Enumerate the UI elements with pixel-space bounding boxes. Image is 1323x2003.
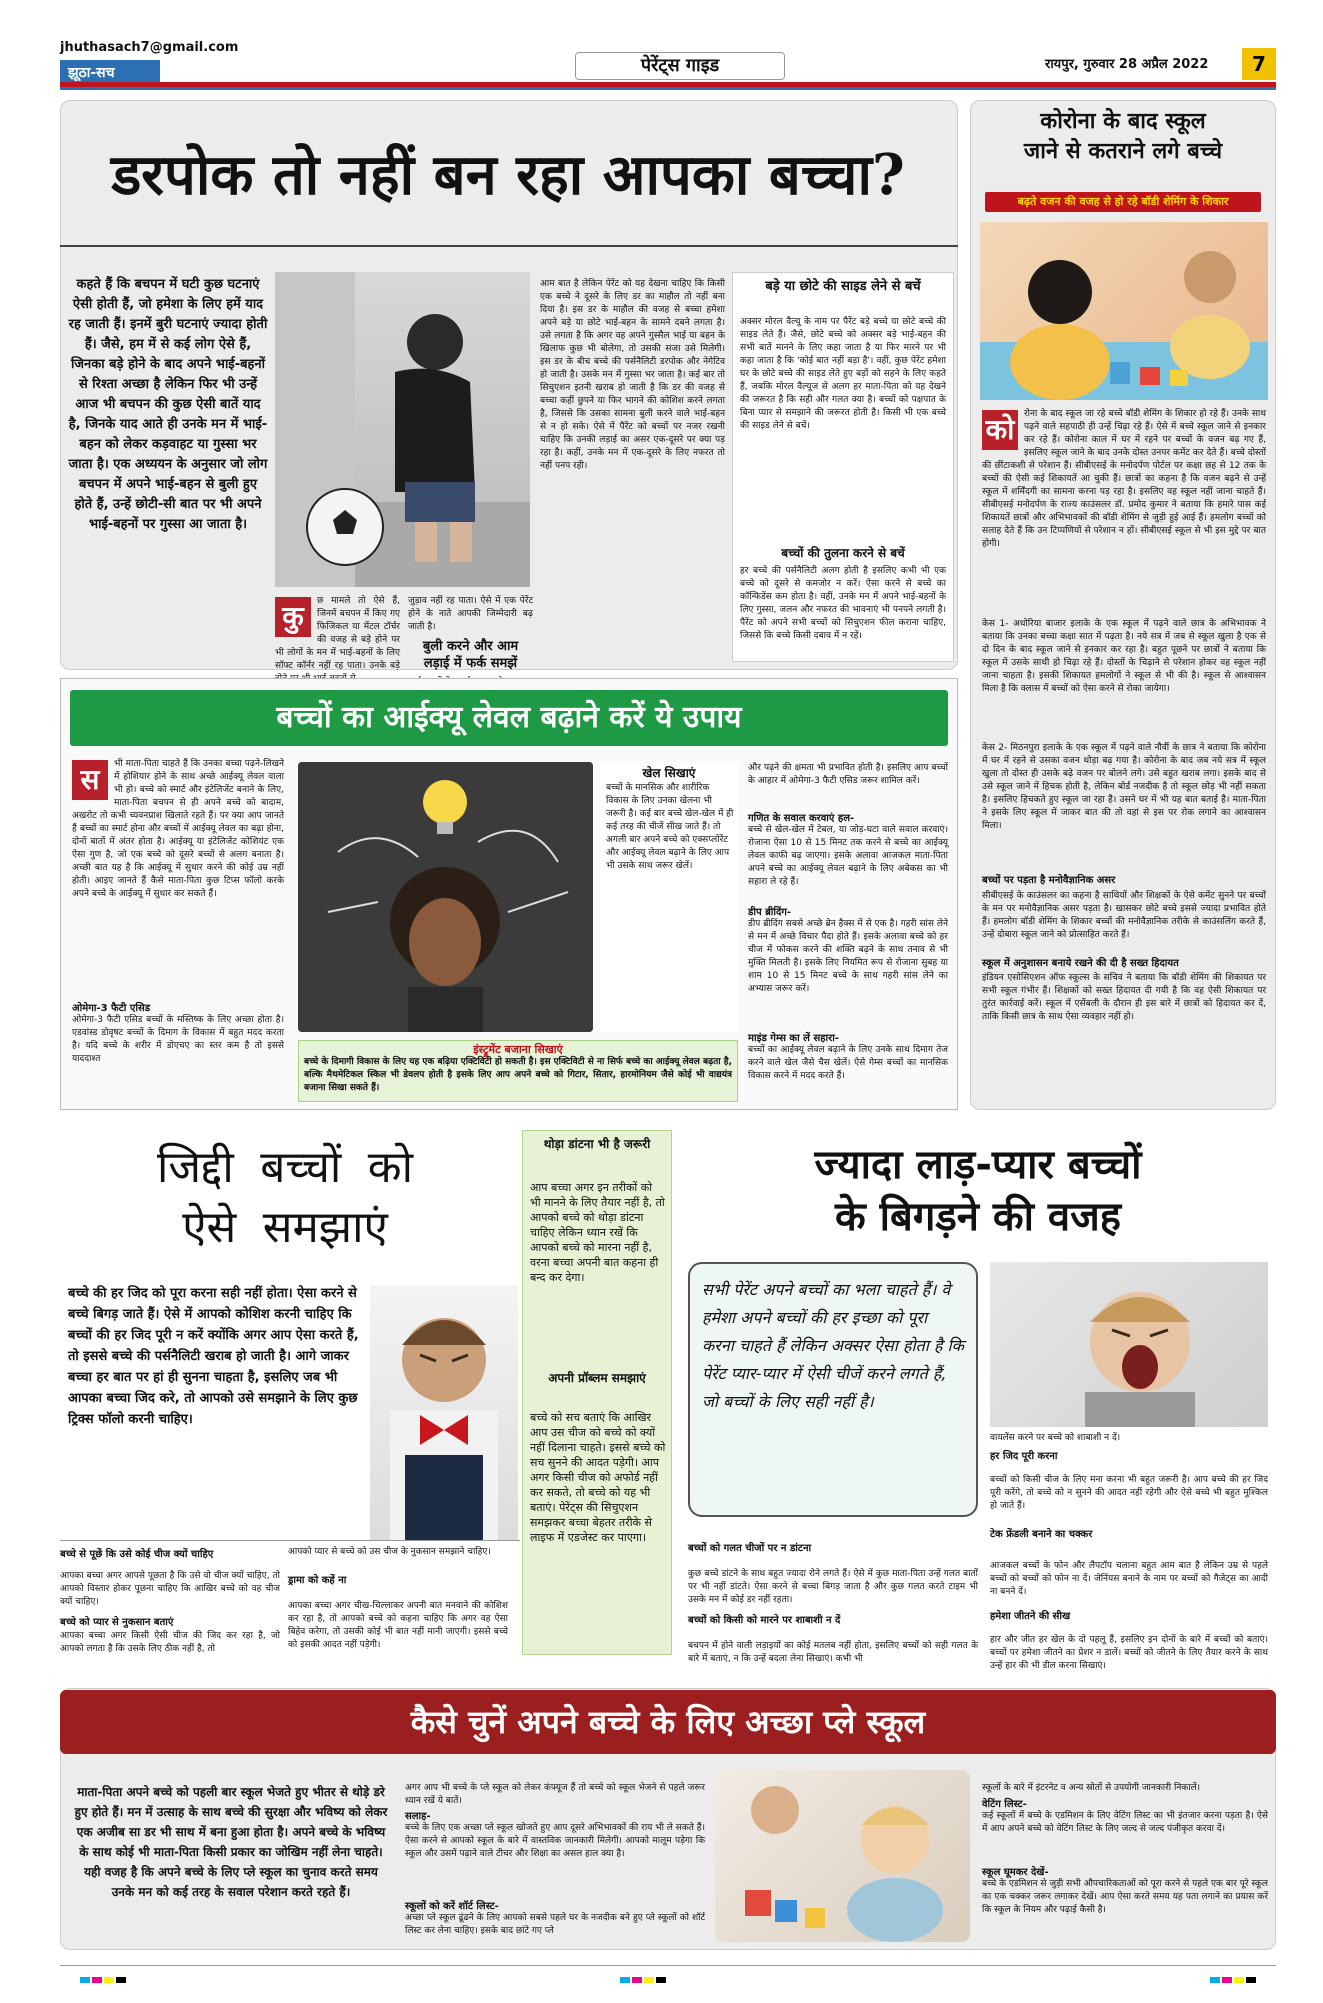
playschool-intro: माता-पिता अपने बच्चे को पहली बार स्कूल भेजते हुए भीतर से थोड़े डरे हुए होते हैं। मन में उत्साह के साथ बच्चे की सुरक्षा और भविष्य को लेकर एक अजीब सा डर भी साथ में बना हुआ होता है। अपने बच्चे के भविष्य के साथ कोई भी माता-पिता किसी प्रकार का जोखिम नहीं लेना चाहते। यही वजह है कि अपने बच्चे के लिए प्ले स्कूल का चुनाव करते समय उनके मन को कई तरह के सवाल परेशान करते रहते हैं। xyxy=(74,1785,388,1899)
pampering-subhead-4: टेक फ्रेंडली बनाने का चक्कर xyxy=(990,1529,1093,1540)
corona-subhead-1: बच्चों पर पड़ता है मनोवैज्ञानिक असर xyxy=(982,875,1116,886)
playschool-p3: अच्छा प्ले स्कूल ढूंढने के लिए आपको सबसे पहले घर के नजदीक बने हुए प्ले स्कूलों को शॉर्ट लिस्ट कर लेना चाहिए। इसके बाद छांटे गए प्ले xyxy=(405,1913,705,1936)
lead-photo xyxy=(275,272,530,587)
stubborn-photo xyxy=(370,1285,518,1540)
child-lightbulb-illustration xyxy=(298,762,593,1032)
pampering-p1: कुछ बच्चे डांटने के साथ बहुत ज्यादा रोने लगते हैं। ऐसे में कुछ माता-पिता उन्हें गलत बातों पर भी नहीं डांटते। ऐसा करने से बच्चा बिगड़ जाता है और कुछ गलत करते टाइम भी उसके मन में कोई डर नहीं रहता। xyxy=(688,1569,978,1605)
corona-case2: केस 2- मिठनपुरा इलाके के एक स्कूल में पढ़ने वाले नौवीं के छात्र ने बताया कि कोरोना में घर में रहने से उसका वजन थोड़ा बढ़ गया है। कोरोना के बाद जब नये सत्र में स्कूल खुला तो दोस्त ही उसके बढ़े वजन पर बोलने लगे। उसे बहुत खराब लगा। इसके बाद से उसे स्कूल जाने में हिचक होती है, लेकिन बोर्ड नजदीक है तो स्कूल छोड़ भी नहीं सकता है। इसलिए हिचकते हुए स्कूल जा रहा है। उसने घर में भी यह बात बताई है। माता-पिता ने इसके लिए स्कूल में जाकर बात की तो वहां से इस पर रोक लगाने का आश्वासन मिला। xyxy=(982,743,1266,831)
playschool-subhead-4: स्कूल घूमकर देखें- xyxy=(982,1867,1049,1878)
iq-dropcap: स xyxy=(72,760,108,800)
footer-rule xyxy=(60,1965,1276,1966)
iq-right-p3: डीप ब्रीदिंग सबसे अच्छे ब्रेन हैक्स में से एक है। गहरी सांस लेने से मन में अच्छे विचार पैदा होते हैं। इसके अलावा बच्चे को हर चीज में फोकस करने की शक्ति बढ़ने के साथ तनाव से भी मुक्ति मिलती है। इसके लिए नियमित रूप से रोजाना सुबह या शाम 10 से 15 मिनट बच्चे के साथ गहरी सांस लेने का अभ्यास जरूर करें। xyxy=(748,919,948,994)
corona-p5: इंडियन एसोसिएशन ऑफ स्कूल्स के सचिव ने बताया कि बॉडी शेमिंग की शिकायत पर सभी स्कूल गंभीर हैं। शिक्षकों को सख्त हिदायत दी गयी है कि वह ऐसी शिकायत पर तुरंत कार्रवाई करें। स्कूल में एसेंबली के दौरान ही इस बारे में छात्रों को हिदायत कर दें, ताकि किसी छात्र के साथ ऐसा व्यवहार नहीं हो। xyxy=(982,973,1266,1022)
iq-subhead-deep: डीप ब्रीदिंग- xyxy=(748,907,792,918)
brand-label: झूठा-सच xyxy=(60,60,160,82)
pampering-headline-1: ज्यादा लाड़-प्यार बच्चों xyxy=(814,1142,1142,1188)
iq-photo xyxy=(298,762,593,1032)
iq-right-p4: बच्चों का आईक्यू लेवल बढ़ाने के लिए उनके साथ दिमाग तेज करने वाले खेल जैसे चैस खेलें। ऐसे गेम्स बच्चों का मानसिक विकास करने में मदद करते हैं। xyxy=(748,1045,948,1081)
lead-intro: कहते हैं कि बचपन में घटी कुछ घटनाएं ऐसी होती हैं, जो हमेशा के लिए हमें याद रह जाती हैं। इनमें बुरी घटनाएं ज्यादा होती हैं। जैसे, हम में से कई लोग ऐसे हैं, जिनका बड़े होने के बाद अपने भाई-बहनों से रिश्ता अच्छा है लेकिन फिर भी उन्हें आज भी बचपन की कुछ ऐसी बातें याद है, जिनके याद आते ही उनके मन में भाई-बहन को लेकर कड़वाहट या गुस्सा भर जाता है। एक अध्ययन के अनुसार जो लोग बचपन में अपने भाई-बहन से बुली हुए होते हैं, उन्हें छोटी-सी बात पर भी अपने भाई-बहनों पर गुस्सा आ जाता है। xyxy=(68,277,268,532)
iq-col1 xyxy=(72,758,284,901)
pampering-photo xyxy=(990,1262,1268,1427)
screaming-child-illustration xyxy=(990,1262,1268,1427)
angry-boy-illustration xyxy=(370,1285,518,1540)
corona-body-1 xyxy=(982,408,1266,551)
dateline: रायपुर, गुरुवार 28 अप्रैल 2022 xyxy=(1045,57,1209,72)
top-rule-blue xyxy=(60,87,1276,90)
stubborn-intro: बच्चे की हर जिद को पूरा करना सही नहीं होता। ऐसा करने से बच्चे बिगड़ जाते हैं। ऐसे में आपको कोशिश करनी चाहिए कि बच्चों की हर जिद पूरी न करें क्योंकि अगर आप ऐसा करते हैं, तो इससे बच्चे की पर्सनैलिटी खराब हो जाती है। आगे जाकर बच्चा हर बात पर हां ही सुनना चाहता है, इसलिए जब भी आपका बच्चा जिद करे, तो आपको उसे समझाने के लिए कुछ ट्रिक्स फॉलो करनी चाहिए। xyxy=(68,1286,359,1427)
stubborn-divider xyxy=(60,1540,520,1541)
pampering-headline-2: के बिगड़ने की वजह xyxy=(834,1194,1122,1240)
corona-subhead-2: स्कूल में अनुशासन बनाये रखने की दी है सख्त हिदायत xyxy=(982,958,1179,969)
stubborn-p2: आपका बच्चा अगर किसी ऐसी चीज की जिद कर रहा है, जो आपको लगता है कि उसके लिए ठीक नहीं है, तो xyxy=(60,1631,280,1654)
boy-with-football-illustration xyxy=(275,272,530,587)
playschool-p6: बच्चे के एडमिशन से जुड़ी सभी औपचारिकताओं को पूरा करने से पहले एक बार पूरे स्कूल का एक चक्कर जरूर लगाकर देखें। आप ऐसा करते समय यह पता लगाने का प्रयास करें कि स्कूल के नियम और पढ़ाई कैसी है। xyxy=(982,1879,1268,1915)
corona-case1: केस 1- अधोरिया बाजार इलाके के एक स्कूल में पढ़ने वाले छात्र के अभिभावक ने बताया कि उनका बच्चा कक्षा सात में पढ़ता है। नये सत्र में जब से स्कूल खुला है एक से दो दिन के बाद स्कूल जाने से इनकार कर रहा है। बहुत पूछने पर छात्रों ने बताया कि स्कूल में उसके साथी हो चिढ़ा रहे हैं। दोस्तों के चिढ़ाने से परेशान होकर वह स्कूल नहीं जाना चाहता है। इसकी शिकायत हमलोगों ने स्कूल से भी की है। स्कूल से आश्वासन मिला है कि क्लास में बच्चों को ऐसा करने से रोका जायेगा। xyxy=(982,619,1266,694)
pampering-p5: आजकल बच्चों के फोन और लैपटॉप चलाना बहुत आम बात है लेकिन उम्र से पहले बच्चों को बच्चों को फोन ना दें। जेनिंयस बनाने के नाम पर बच्चों को गैजेट्स का आदी ना बनने दें। xyxy=(990,1561,1268,1597)
section-title: पेरेंट्स गाइड xyxy=(575,52,785,80)
stubborn-subhead-2: बच्चे को प्यार से नुकसान बताएं xyxy=(60,1617,174,1628)
lead-col1 xyxy=(275,595,400,686)
playschool-subhead-2: स्कूलों को करें शॉर्ट लिस्ट- xyxy=(405,1901,499,1912)
lead-sidebar-head: बड़े या छोटे की साइड लेने से बचें xyxy=(765,279,921,294)
stubborn-headline-1: जिद्दी बच्चों को xyxy=(157,1142,413,1193)
lead-headline: डरपोक तो नहीं बन रहा आपका बच्चा? xyxy=(111,142,905,208)
playschool-p2: बच्चे के लिए एक अच्छा प्ले स्कूल खोजते हुए आप दूसरे अभिभावकों की राय भी ले सकते हैं। ऐसा करने से आपको स्कूल के बारे में वास्तविक जानकारी मिलेगी। आपको मालूम पड़ेगा कि स्कूल और उसमें पढ़ाने वाले टीचर और शिक्षा का असल हाल क्या है। xyxy=(405,1823,705,1859)
iq-right-p1: और पढ़ने की क्षमता भी प्रभावित होती है। इसलिए आप बच्चों के आहार में ओमेगा-3 फैटी एसिड जरूर शामिल करें। xyxy=(748,763,948,786)
playschool-subhead-1: सलाह- xyxy=(405,1811,431,1822)
stubborn-subhead-5: अपनी प्रॉब्लम समझाएं xyxy=(548,1371,646,1385)
lead-sidebar-body: अक्सर मोरल वैल्यू के नाम पर पैरेंट बड़े बच्चे या छोटे बच्चे की साइड लेते हैं। जैसे, छोटे बच्चे को अक्सर बड़े भाई-बहन की सभी बातें मानने के लिए कहा जाता है या फिर मारने पर भी कहा जाता है कि 'कोई बात नहीं बड़ा है'। वहीं, कुछ पेरेंट हमेशा घर के छोटे बच्चे की साइड लेते हुए बड़ों को सहने के लिए कहते हैं, जबकि मोरल वैल्यूज से अलग हर माता-पिता को यह देखने की जरूरत है कि सही और गलत क्या है। बच्चों को पक्षपात के बिना प्यार से समझाने की जरूरत होती है। किसी भी एक बच्चे की साइड लेने से बचें। xyxy=(740,317,946,431)
playschool-p4: स्कूलों के बारे में इंटरनेट व अन्य स्रोतों से उपयोगी जानकारी निकालें। xyxy=(982,1783,1201,1793)
lead-dropcap: कु xyxy=(275,597,311,637)
pampering-pullquote: सभी पेरेंट अपने बच्चों का भला चाहते हैं। वे हमेशा अपने बच्चों की हर इच्छा को पूरा करना चाहते हैं लेकिन अक्सर ऐसा होता है कि पेरेंट प्यार-प्यार में ऐसी चीजें करने लगते हैं, जो बच्चों के लिए सही नहीं है। xyxy=(702,1280,964,1411)
corona-strap: बढ़ते वजन की वजह से हो रहे बॉडी शेमिंग के शिकार xyxy=(985,192,1261,212)
iq-instrument-body: बच्चे के दिमागी विकास के लिए यह एक बढ़िया एक्टिविटी हो सकती है। इस एक्टिविटी से ना सिर्फ बच्चे का आईक्यू लेवल बढ़ता है, बल्कि मैथमेटिकल स्किल भी डेवलप होती है इसके लिए आप अपने बच्चे को गिटार, सितार, हारमोनियम जैसे कोई भी वाद्ययंत्र बजाना सिखा सकते हैं। xyxy=(304,1057,732,1093)
playschool-p5: कई स्कूलों में बच्चे के एडमिशन के लिए वेटिंग लिस्ट का भी इंतजार करना पड़ता है। ऐसे में आप अपने बच्चे को वेटिंग लिस्ट के लिए जल्द से जल्द पंजीकृत करवा दें। xyxy=(982,1811,1268,1834)
toddler-playing-illustration xyxy=(715,1770,970,1942)
stubborn-p1: आपका बच्चा अगर आपसे पूछता है कि उसे वो चीज क्यों चाहिए, तो आपको विस्तार होकर पूछना चाहिए कि आखिर बच्चे को वह चीज क्यों चाहिए। xyxy=(60,1571,280,1607)
iq-right-p2: बच्चे से खेल-खेल में टेबल, या जोड़-घटा वाले सवाल करवाएं। रोजाना ऐसा 10 से 15 मिनट तक करने से बच्चे का आईक्यू लेवल काफी बढ़ जाएगा। इसके अलावा आजकल माता-पिता अपने बच्चे का आईक्यू लेवल बढ़ाने के लिए अबेकस का भी सहारा ले रहे हैं। xyxy=(748,825,948,887)
pampering-subhead-1: बच्चों को गलत चीजों पर न डांटना xyxy=(688,1543,812,1554)
lead-sidebar-body2: हर बच्चे की पर्सनैलिटी अलग होती है इसलिए कभी भी एक बच्चे को दूसरे से कमजोर न करें। ऐसा करने से बच्चे का कॉन्फिडेंस कम होता है। वहीं, उनके मन में अपने भाई-बहनों के लिए गुस्सा, जलन और नफरत की भावनाएं भी पनपने लगती है। पैरेंट को अपने सभी बच्चों को सिचुएशन फील कराना चाहिए, जिससे कि बच्चे किसी दबाव में न रहें। xyxy=(740,566,946,641)
corona-p1: रोना के बाद स्कूल जा रहे बच्चे बॉडी शेमिंग के शिकार हो रहे हैं। उनके साथ पढ़ने वाले सहपाठी ही उन्हें चिढ़ा रहे हैं। ऐसे में बच्चे स्कूल जाने से इनकार कर रहे हैं। कोरोना काल में घर में रहने पर बच्चों के वजन बढ़ गए हैं, इसलिए स्कूल जाने के बाद उनके दोस्त उनपर कमेंट कर देते हैं। बच्चे दोस्तों की छींटाकशी से परेशान हैं। सीबीएसई के मनोदर्पण पोर्टल पर कक्षा छह से 12 तक के बच्चों की ऐसी कई शिकायतें आ चुकी हैं। छात्रों का कहना है कि वजन बढ़ने से उन्हें स्कूल में शर्मिंदगी का सामना करना पड़ रहा है। इसलिए वह स्कूल नहीं जाना चाहते हैं। सीबीएसई मनोदर्पण के राज्य काउंसलर डॉ. प्रमोद कुमार ने बताया कि हमारे पास कई शिकायतें छात्रों और अभिभावकों की बॉडी शेमिंग से जुड़ी हुई आई हैं। हमलोग बच्चों को सलाह देते हैं कि उन टिप्पणियों से परेशान न हों। सीबीएसई स्कूल से भी इस मुद्दे पर बात होगी। xyxy=(982,409,1266,549)
lead-col1-text: छ मामले तो ऐसे हैं, जिनमें बचपन में किए गए फिजिकल या मेंटल टॉर्चर की वजह से बड़े होने पर भी लोगों के मन में भाई-बहनों के लिए सॉफ्ट कॉर्नर नहीं रह पाता। उनके बड़े xyxy=(275,596,400,671)
pampering-p6: हार और जीत हर खेल के दो पहलू हैं, इसलिए इन दोनों के बारे में बच्चों को बताएं। बच्चों पर हमेशा जीतने का प्रेशर न डालें। बच्चों को जीतने के लिए तैयार करने के साथ उन्हें हार की भी डील करना सिखाएं। xyxy=(990,1635,1268,1671)
playschool-p1: अगर आप भी बच्चे के प्ले स्कूल को लेकर कंफ्यूज हैं तो बच्चे को स्कूल भेजने से पहले जरूर ध्यान रखें ये बातें। xyxy=(405,1783,705,1806)
corona-photo xyxy=(980,222,1268,400)
iq-banner: बच्चों का आईक्यू लेवल बढ़ाने करें ये उपाय xyxy=(70,690,948,746)
stubborn-subhead-3: ड्रामा को कहें ना xyxy=(288,1575,347,1586)
children-eating-illustration xyxy=(980,222,1268,400)
iq-p2: ओमेगा-3 फैटी एसिड बच्चों के मस्तिष्क के लिए अच्छा होता है। एडवांस्ड डोवृषट बच्चों के दिमाग के विकास में बहुत मदद करता है। यदि बच्चे के शरीर में डोएचए का स्तर कम है तो इससे याददाश्त xyxy=(72,1015,284,1064)
lead-col2-subhead: बुली करने और आम लड़ाई में फर्क समझें xyxy=(422,639,519,671)
pampering-p4: बच्चों को किसी चीज के लिए मना करना भी बहुत जरूरी है। आप बच्चे की हर जिद पूरी करेंगे, तो बच्चे को न सुनने की आदत नहीं रहेगी और ऐसे बच्चे भी बहुत मुश्किल हो जाते हैं। xyxy=(990,1475,1268,1511)
stubborn-p5: आप बच्चा अगर इन तरीकों को भी मानने के लिए तैयार नहीं है, तो आपको बच्चे को थोड़ा डांटना चाहिए लेकिन ध्यान रखें कि आपको बच्चे को मारना नहीं है, वरना बच्चा अपनी बात कहना ही बन्द कर देगा। xyxy=(530,1181,665,1284)
iq-khel-head: खेल सिखाएं xyxy=(642,766,696,780)
stubborn-p3: आपको प्यार से बच्चे को उस चीज के नुकसान समझाने चाहिए। xyxy=(288,1547,491,1557)
iq-p1: भी माता-पिता चाहते हैं कि उनका बच्चा पढ़ने-लिखने में होशियार होने के साथ अच्छे आईक्यू लेवल वाला भी हो। बच्चे को स्मार्ट और इंटेलिजेंट बनाने के लिए, माता-पिता बचपन से ही अपने बच्चे को बादाम, अखरोट तो कभी च्यवनप्राश खिलाते रहते हैं। पर क्या आप जानते हैं बच्चों का स्मार्ट होना और बच्चों में आईक्यू लेवल का बढ़ा होना, दोनों बातों में अंतर होता है। आईक्यू या इंटेलिजेंट कोशियंट एक ऐसा गुण है, जो एक बच्चे को दूसरे बच्चों से अलग बनाता है। अच्छी बात यह है कि आईक्यू में सुधार करने की कोई उम्र नहीं होती। आइए जानते हैं कैसे माता-पिता कुछ टिप्स फॉलो करके अपने बच्चे के आईक्यू में सुधार कर सकते हैं। xyxy=(72,759,284,899)
color-registration-right xyxy=(1210,1968,1258,1987)
stubborn-p6: बच्चे को सच बताएं कि आखिर आप उस चीज को बच्चे को क्यों नहीं दिलाना चाहते। इससे बच्चे को सच सुनने की आदत पड़ेगी। आप अगर किसी चीज को अफोर्ड नहीं कर सकते, तो बच्चे को यह भी बताएं। पेरेंट्स की सिचुएशन समझकर बच्चा बेहतर तरीके से लाइफ में एडजेस्ट कर पाएगा। xyxy=(530,1411,666,1544)
email-address: jhuthasach7@gmail.com xyxy=(60,40,239,55)
lead-col2-text: जुड़ाव नहीं रह पाता। ऐसे में एक पेरेंट होने के नाते आपकी जिम्मेदारी बढ़ जाती है। xyxy=(408,596,533,632)
pampering-subhead-5: हमेशा जीतने की सीख xyxy=(990,1611,1071,1622)
corona-p4: सीबीएसई के काउंसलर का कहना है साथियों और शिक्षकों के ऐसे कमेंट सुनने पर बच्चों के मन पर मनोवैज्ञानिक असर पड़ता है। खासकर छोटे बच्चे इससे ज्यादा प्रभावित होते हैं। हमलोग बॉडी शेमिंग के शिकार बच्चों की मनोवैज्ञानिक तरीके से काउंसलिंग करते हैं, उन्हें दोबारा स्कूल जाने को प्रोत्साहित करते हैं। xyxy=(982,891,1266,940)
stubborn-subhead-1: बच्चे से पूछें कि उसे कोई चीज क्यों चाहिए xyxy=(60,1549,214,1560)
page-number: 7 xyxy=(1242,48,1276,80)
iq-subhead-mind: माइंड गेम्स का लें सहारा- xyxy=(748,1033,839,1044)
pampering-subhead-2: बच्चों को किसी को मारने पर शाबाशी न दें xyxy=(688,1615,841,1626)
playschool-subhead-3: वेटिंग लिस्ट- xyxy=(982,1799,1027,1810)
corona-dropcap: को xyxy=(982,410,1018,450)
color-registration-left xyxy=(80,1968,128,1987)
stubborn-headline-2: ऐसे समझाएं xyxy=(182,1202,388,1253)
pampering-subhead-3: हर जिद पूरी करना xyxy=(990,1451,1058,1462)
playschool-banner: कैसे चुनें अपने बच्चे के लिए अच्छा प्ले स्कूल xyxy=(60,1690,1276,1754)
iq-subhead-omega: ओमेगा-3 फैटी एसिड xyxy=(72,1003,151,1014)
lead-divider xyxy=(60,245,958,247)
lead-col3: आम बात है लेकिन पेरेंट को यह देखना चाहिए कि किसी एक बच्चे ने दूसरे के लिए डर का माहौल तो नहीं बना दिया है। इस डर के माहौल की वजह से बच्चा हमेशा अपने बड़े या छोटे भाई-बहन के सामने दबने लगता है। उसे लगता है कि अगर वह अपने गुस्सैल भाई या बहन के खिलाफ कुछ भी बोलेगा, तो उसकी सजा उसे मिलेगी। इस डर के बीच बच्चे की पर्सनैलिटी डरपोक और नेगेटिव हो जाती है। उसके मन में गुस्सा भर जाता है। कई बार तो सिचुएशन इतनी खराब हो जाती है कि डर की वजह से बच्चा कहीं छुपने या फिर भागने की कोशिश करने लगता है, जिससे कि उसका सामना बुली करने वाले भाई-बहन से न हो सके। ऐसे में पैरेंट को बच्चों पर नजर रखनी चाहिए कि उनकी लड़ाई का असर एक-दूसरे पर क्या पड़ रहा है। कहीं, उनके मन में एक-दूसरे के लिए नफरत तो नहीं पनप रही। xyxy=(540,279,725,471)
lead-sidebar-head2: बच्चों की तुलना करने से बचें xyxy=(781,546,905,560)
iq-subhead-math: गणित के सवाल करवाएं हल- xyxy=(748,813,855,824)
lead-col2 xyxy=(408,595,533,689)
pampering-p3: वायलेंस करने पर बच्चे को शाबाशी न दें। xyxy=(990,1433,1121,1443)
stubborn-p4: आपका बच्चा अगर चीख-चिल्लाकर अपनी बात मनवाने की कोशिश कर रहा है, तो आपको बच्चे को कहना चाहिए कि अगर वह ऐसा बिहेव करेगा, तो उसकी कोई भी बात नहीं मानी जाएगी। इससे बच्चे को इसकी आदत नहीं पड़ेगी। xyxy=(288,1601,508,1650)
iq-instrument-head: इंस्ट्रुमेंट बजाना सिखाएं xyxy=(473,1043,563,1056)
playschool-photo xyxy=(715,1770,970,1942)
stubborn-subhead-4: थोड़ा डांटना भी है जरूरी xyxy=(543,1137,651,1151)
corona-headline-2: जाने से कतराने लगे बच्चे xyxy=(1023,139,1223,164)
color-registration-center xyxy=(620,1968,668,1987)
corona-headline-1: कोरोना के बाद स्कूल xyxy=(1040,109,1206,134)
iq-khel-body: बच्चों के मानसिक और शारीरिक विकास के लिए उनका खेलना भी जरूरी है। कई बार बच्चे खेल-खेल में ही कई तरह की चीजें सीख जाते हैं। तो अगली बार अपने बच्चे को एक्सप्लोरेंट और आईक्यू लेवल बढ़ाने के लिए आप भी उसके साथ जरूर खेलें। xyxy=(606,783,734,871)
pampering-p2: बचपन में होने वाली लड़ाइयों का कोई मतलब नहीं होता, इसलिए बच्चों को सही गलत के बारे में बताएं, न कि उन्हें बदला लेना सिखाएं। कभी भी xyxy=(688,1641,978,1664)
